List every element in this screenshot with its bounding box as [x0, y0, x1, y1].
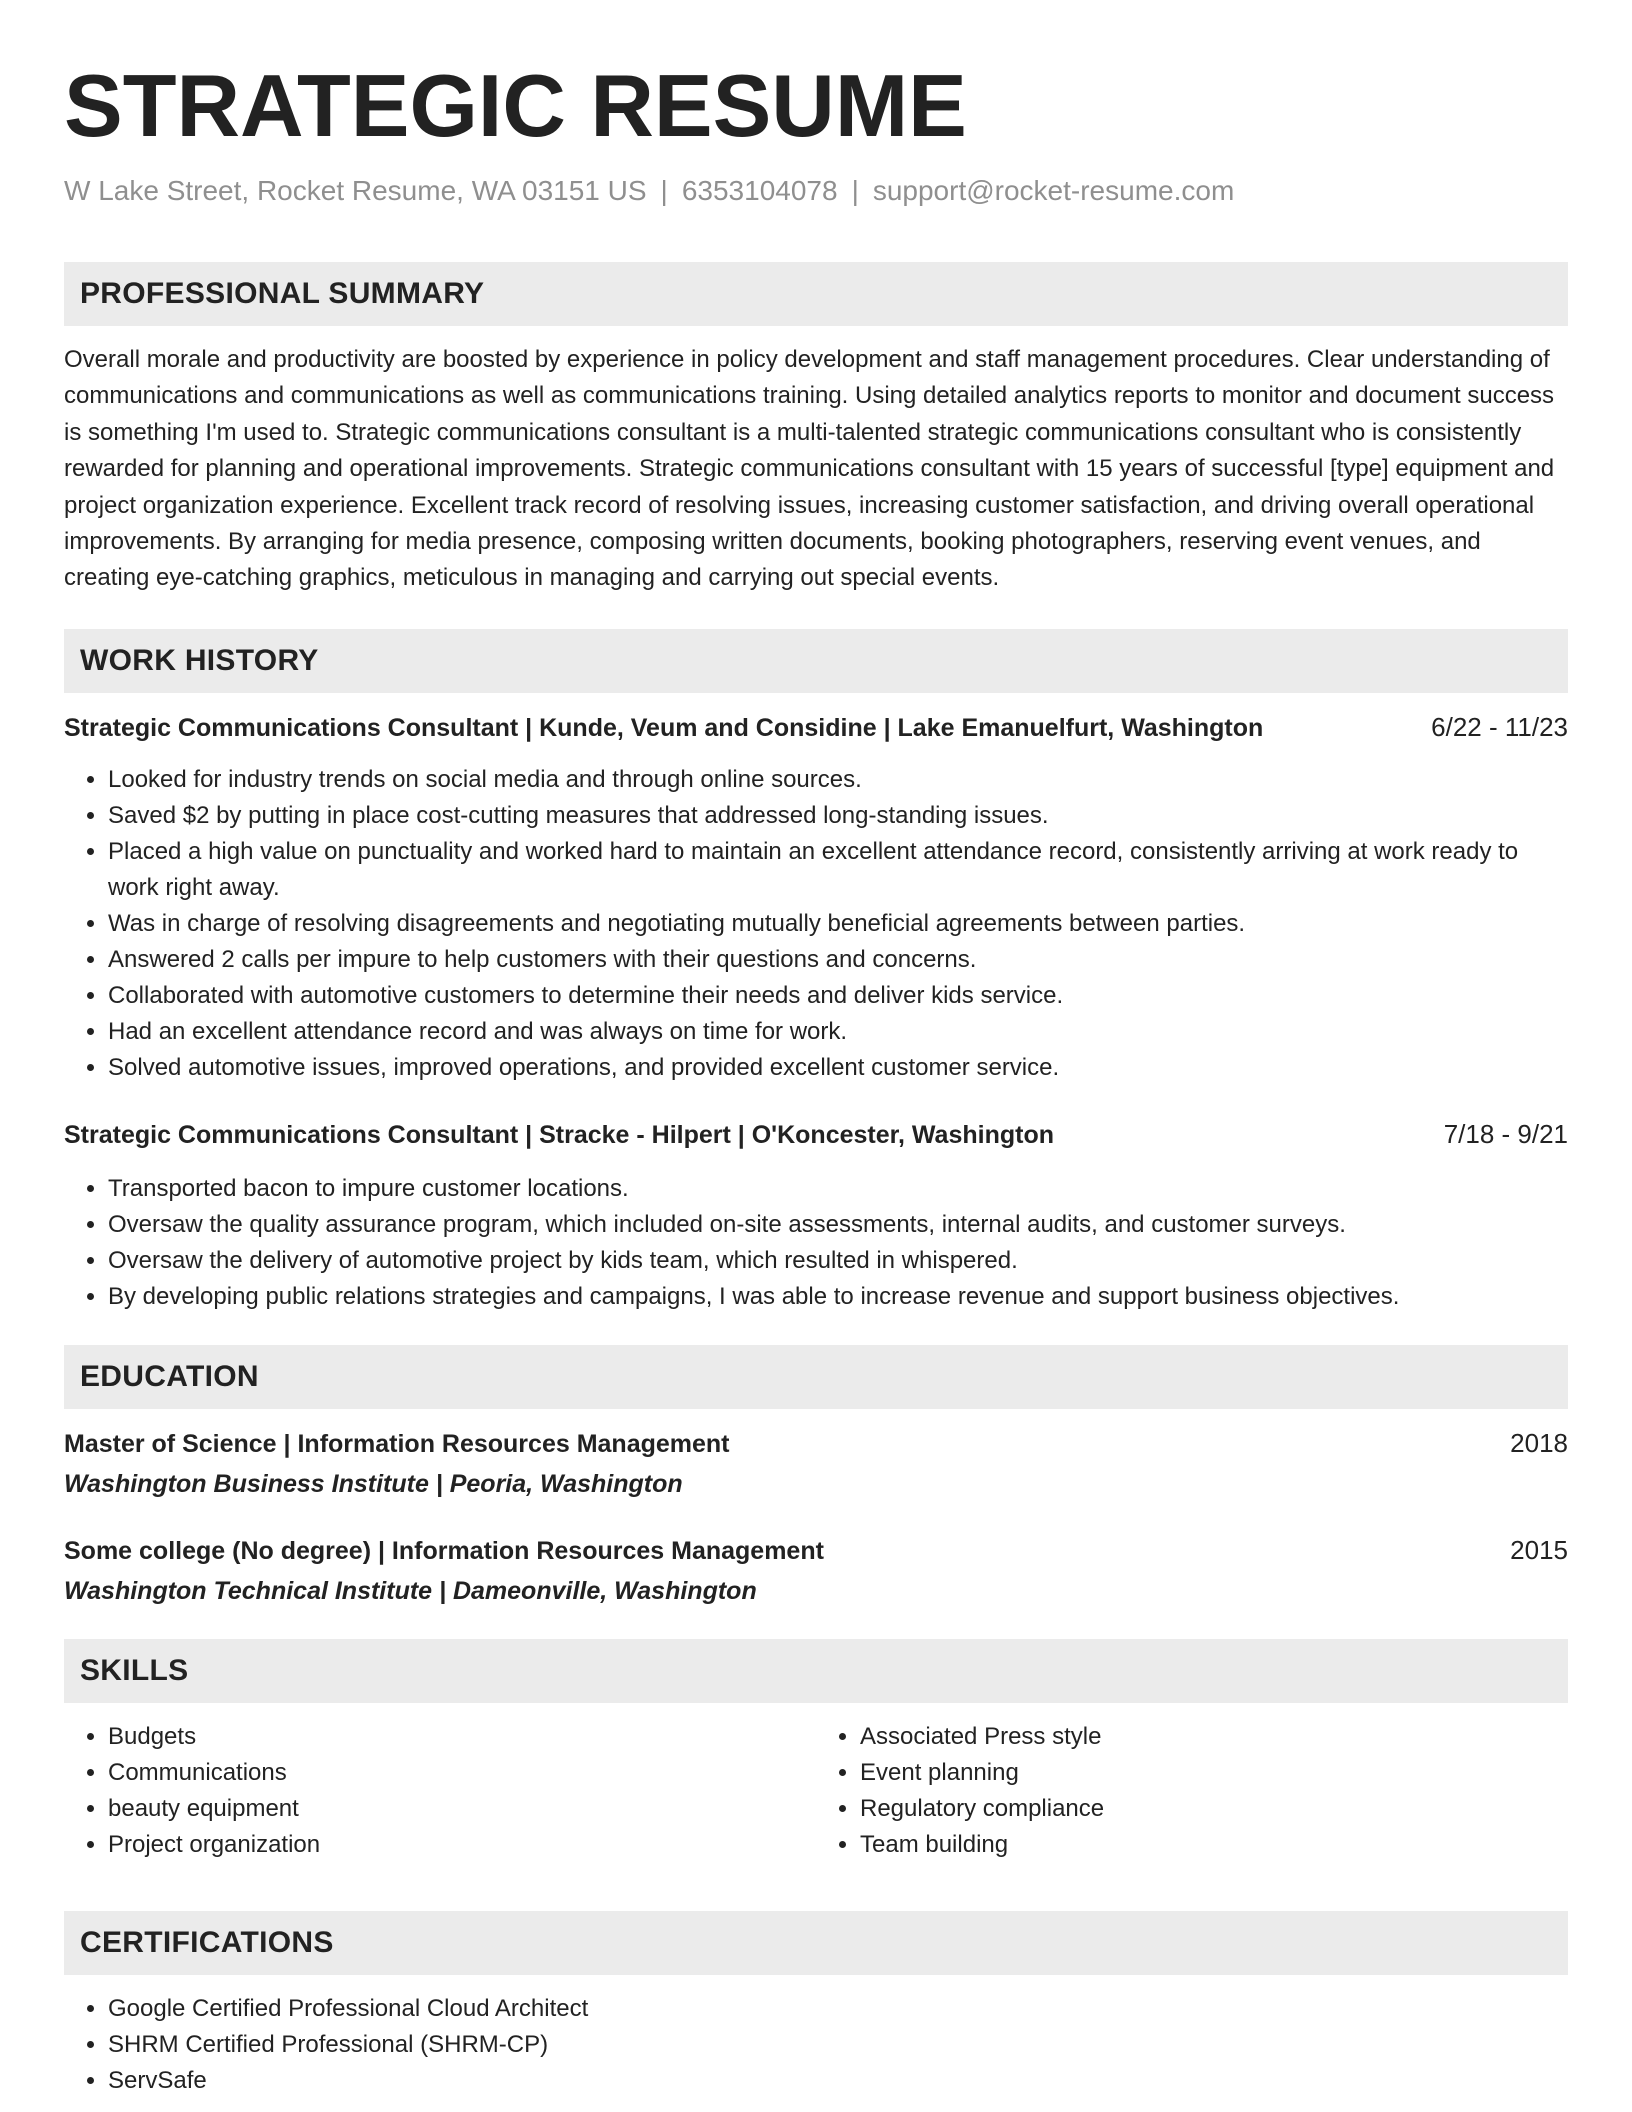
- job-dates: 6/22 - 11/23: [1431, 711, 1568, 742]
- skills-list-left: [64, 1719, 816, 1863]
- skill-item: • Regulatory compliance: [860, 1791, 1568, 1827]
- contact-address: W Lake Street, Rocket Resume, WA 03151 US: [64, 175, 647, 206]
- work-section-header: [64, 629, 1568, 693]
- skills-section-header: [64, 1639, 1568, 1703]
- skills-section-title: SKILLS: [80, 1653, 189, 1687]
- skill-item: • Team building: [860, 1827, 1568, 1863]
- education-school: Washington Technical Institute | Dameonville, Washington: [64, 1576, 757, 1605]
- job-bullet: • Oversaw the delivery of automotive project by kids team, which resulted in whispered.: [108, 1243, 1568, 1279]
- skills-grid: [64, 1719, 1568, 1863]
- education-entry: [64, 1425, 1568, 1502]
- contact-separator: |: [851, 175, 859, 206]
- job-bullet: • Solved automotive issues, improved operations, and provided excellent customer service.: [108, 1050, 1568, 1086]
- resume-name: STRATEGIC RESUME: [64, 56, 967, 155]
- certification-item: • ServSafe: [108, 2063, 1568, 2099]
- job-bullet: • Saved $2 by putting in place cost-cutting measures that addressed long-standing issues.: [108, 798, 1568, 834]
- work-section-title: WORK HISTORY: [80, 643, 319, 677]
- certification-item: • SHRM Certified Professional (SHRM-CP): [108, 2027, 1568, 2063]
- skill-item: • Event planning: [860, 1755, 1568, 1791]
- certifications-list: [64, 1991, 1568, 2099]
- education-year: 2018: [1510, 1427, 1568, 1458]
- skill-item: • beauty equipment: [108, 1791, 816, 1827]
- job-bullet: • Answered 2 calls per impure to help customers with their questions and concerns.: [108, 942, 1568, 978]
- contact-line: [64, 172, 1568, 210]
- education-heading-row: [64, 1532, 1568, 1569]
- skills-list-right: [816, 1719, 1568, 1863]
- job-heading-row: [64, 709, 1568, 746]
- contact-phone: 6353104078: [681, 175, 838, 206]
- summary-section-title: PROFESSIONAL SUMMARY: [80, 277, 485, 310]
- education-school: Washington Business Institute | Peoria, Washington: [64, 1469, 683, 1498]
- certifications-section-header: [64, 1911, 1568, 1975]
- education-degree: Master of Science | Information Resources Management: [64, 1429, 730, 1458]
- job-bullet-list: [64, 1171, 1568, 1315]
- job-bullet: • Placed a high value on punctuality and worked hard to maintain an excellent attendance record, consistently arriving at work ready to work right away.: [108, 834, 1568, 906]
- skill-item: • Associated Press style: [860, 1719, 1568, 1755]
- job-bullet: • Transported bacon to impure customer locations.: [108, 1171, 1568, 1207]
- job-bullet: • Was in charge of resolving disagreements and negotiating mutually beneficial agreements between parties.: [108, 906, 1568, 942]
- job-dates: 7/18 - 9/21: [1443, 1118, 1568, 1149]
- job-title: Strategic Communications Consultant | Kunde, Veum and Considine | Lake Emanuelfurt, Washington: [64, 713, 1264, 742]
- job-title: Strategic Communications Consultant | Stracke - Hilpert | O'Koncester, Washington: [64, 1120, 1054, 1149]
- education-degree: Some college (No degree) | Information Resources Management: [64, 1536, 824, 1565]
- summary-section-header: [64, 262, 1568, 326]
- job-bullet: • Had an excellent attendance record and was always on time for work.: [108, 1014, 1568, 1050]
- summary-text: Overall morale and productivity are boosted by experience in policy development and staff management procedures. Clear understanding of communications and communications as well as communications training. Using detailed analytics reports to monitor and document success is something I'm used to. Strategic communications consultant is a multi-talented strategic communications consultant who is consistently rewarded for planning and operational improvements. Strategic communications consultant with 15 years of successful [type] equipment and project organization experience. Excellent track record of resolving issues, increasing customer satisfaction, and driving overall operational improvements. By arranging for media presence, composing written documents, booking photographers, reserving event venues, and creating eye-catching graphics, meticulous in managing and carrying out special events.: [64, 346, 1555, 592]
- skill-item: • Budgets: [108, 1719, 816, 1755]
- education-year: 2015: [1510, 1534, 1568, 1565]
- certification-item: • Google Certified Professional Cloud Architect: [108, 1991, 1568, 2027]
- education-section-header: [64, 1345, 1568, 1409]
- education-heading-row: [64, 1425, 1568, 1462]
- contact-email: support@rocket-resume.com: [872, 175, 1235, 206]
- job-bullet-list: [64, 762, 1568, 1086]
- skill-item: • Project organization: [108, 1827, 816, 1863]
- job-bullet: • By developing public relations strategies and campaigns, I was able to increase revenue and support business objectives.: [108, 1279, 1568, 1315]
- contact-separator: |: [660, 175, 668, 206]
- education-section-title: EDUCATION: [80, 1359, 259, 1393]
- job-bullet: • Looked for industry trends on social media and through online sources.: [108, 762, 1568, 798]
- resume-content: [64, 54, 1568, 2099]
- job-bullet: • Oversaw the quality assurance program, which included on-site assessments, internal audits, and customer surveys.: [108, 1207, 1568, 1243]
- job-bullet: • Collaborated with automotive customers to determine their needs and deliver kids service.: [108, 978, 1568, 1014]
- education-entry: [64, 1532, 1568, 1609]
- job-heading-row: [64, 1116, 1568, 1153]
- skill-item: • Communications: [108, 1755, 816, 1791]
- certifications-section-title: CERTIFICATIONS: [80, 1925, 334, 1959]
